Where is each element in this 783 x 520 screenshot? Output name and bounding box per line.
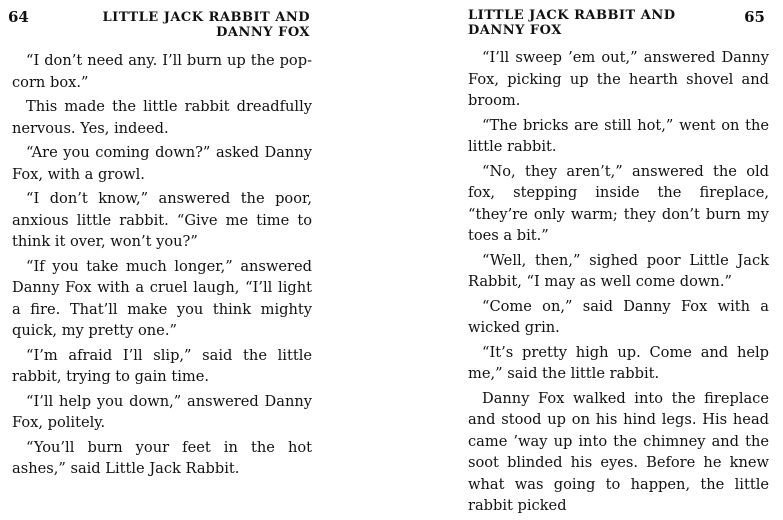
paragraph: Danny Fox walked into the fireplace and stood up on his hind legs. His head came ’way up into the chimney and the soot blinded his eyes. Before he knew what was going to happen, the little rabbit picked (468, 389, 769, 514)
running-head-line-2: DANNY FOX (216, 25, 310, 40)
page-number: 64 (8, 8, 29, 26)
gutter (322, 0, 462, 483)
left-page (0, 0, 322, 483)
running-head (468, 8, 675, 38)
paragraph: “Come on,” said Danny Fox with a wicked grin. (468, 297, 769, 336)
paragraph: “I don’t need any. I’ll burn up the pop-corn box.” (12, 52, 312, 91)
paragraph: “If you take much longer,” answered Danny Fox with a cruel laugh, “I’ll light a fire. That’ll make you think mighty quick, my pretty one.” (12, 257, 312, 339)
right-page (462, 0, 783, 514)
paragraph: “No, they aren’t,” answered the old fox, stepping inside the fireplace, “they’re only warm; they don’t burn my toes a bit.” (468, 162, 769, 244)
paragraph: “I’ll sweep ’em out,” answered Danny Fox, picking up the hearth shovel and broom. (468, 49, 769, 109)
running-head-line-1: LITTLE JACK RABBIT AND (468, 8, 676, 23)
body-text (12, 50, 312, 483)
paragraph: “It’s pretty high up. Come and help me,” said the little rabbit. (468, 343, 769, 382)
paragraph: “I don’t know,” answered the poor, anxious little rabbit. “Give me time to think it over, won’t you?” (12, 190, 312, 250)
paragraph: This made the little rabbit dreadfully nervous. Yes, indeed. (12, 98, 312, 137)
paragraph: “I’m afraid I’ll slip,” said the little rabbit, trying to gain time. (12, 346, 312, 385)
running-head-line-1: LITTLE JACK RABBIT AND (102, 10, 310, 25)
running-head (103, 10, 310, 40)
paragraph: “Are you coming down?” asked Danny Fox, with a growl. (12, 144, 312, 183)
running-head-line-2: DANNY FOX (468, 23, 562, 38)
paragraph: “Well, then,” sighed poor Little Jack Rabbit, “I may as well come down.” (468, 251, 769, 290)
page-number: 65 (744, 8, 765, 26)
paragraph: “You’ll burn your feet in the hot ashes,” said Little Jack Rabbit. (12, 438, 312, 477)
body-text (468, 47, 769, 520)
paragraph: “I’ll help you down,” answered Danny Fox, politely. (12, 392, 312, 431)
paragraph: “The bricks are still hot,” went on the little rabbit. (468, 116, 769, 155)
